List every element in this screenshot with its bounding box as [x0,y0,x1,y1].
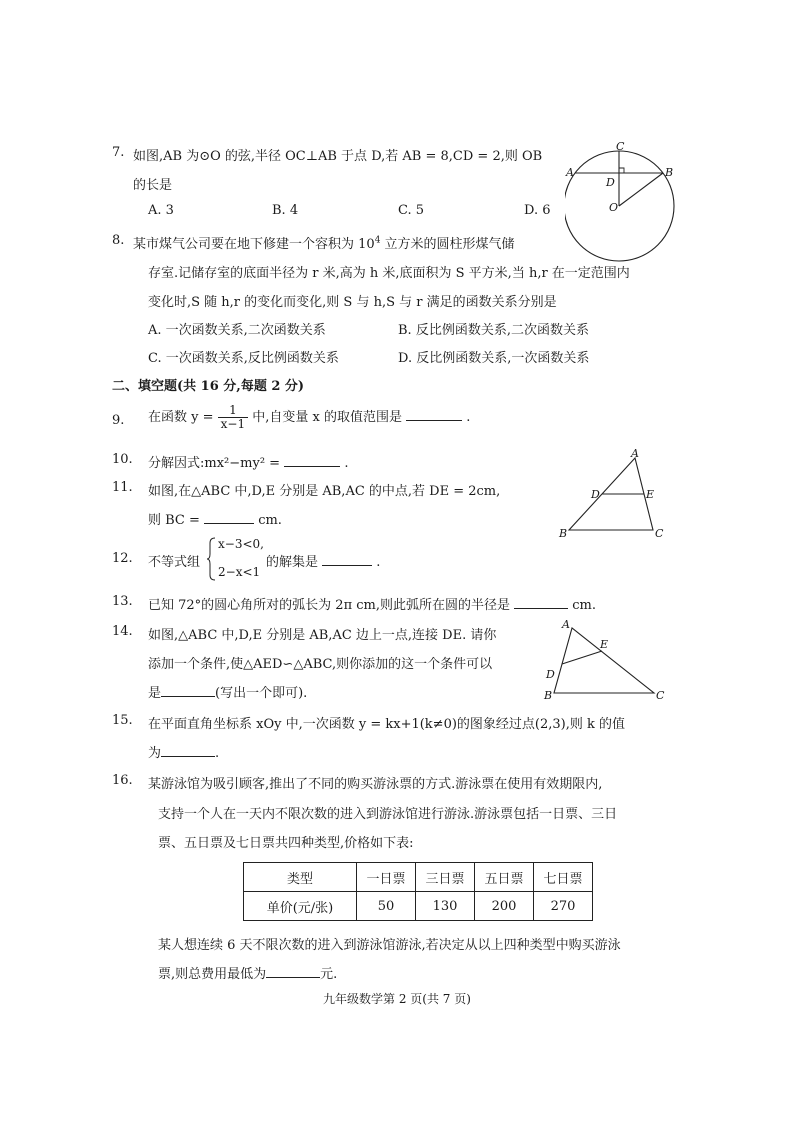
label-b: B [665,166,674,179]
q11-answer-blank[interactable] [204,511,254,524]
q16-text-line1: 某游泳馆为吸引顾客,推出了不同的购买游泳票的方式.游泳票在使用有效期限内, [148,777,603,792]
label-a: A [566,166,574,179]
label-c: C [656,689,665,700]
q8-option-c: C. 一次函数关系,反比例函数关系 [148,351,339,366]
q9-post: 中,自变量 x 的取值范围是 [252,410,402,425]
q14-answer-blank[interactable] [161,684,215,697]
table-row [244,892,593,921]
q12-number: 12. [112,551,133,566]
label-c: C [655,527,664,540]
q8-text-line1a: 某市煤气公司要在地下修建一个容积为 10 [133,237,375,252]
label-b: B [544,689,553,700]
q13-line [148,594,596,613]
q12-pre: 不等式组 [148,555,201,570]
q15-text-line1: 在平面直角坐标系 xOy 中,一次函数 y = kx+1(k≠0)的图象经过点(2,3),则 k 的值 [148,717,626,732]
q10-line [148,452,348,471]
q11-line2 [148,509,282,528]
q14-text-line3a: 是 [148,686,162,701]
q13-answer-blank[interactable] [514,596,568,609]
q16-line5 [158,963,337,982]
q14-number: 14. [112,624,133,639]
table-row-label: 单价(元/张) [244,892,357,921]
triangle-midline-figure [555,448,670,540]
label-e: E [646,488,655,501]
q8-text-line3: 变化时,S 随 h,r 的变化而变化,则 S 与 h,S 与 r 满足的函数关系分别是 [148,295,557,310]
q14-text-line3b: (写出一个即可). [215,686,308,701]
label-d: D [546,668,555,681]
q16-text-line5a: 票,则总费用最低为 [158,967,267,982]
q15-line2 [148,742,219,761]
q12-brace [206,537,216,581]
q8-text-line2: 存室.记储存室的底面半径为 r 米,高为 h 米,底面积为 S 平方米,当 h,r 在一定范围内 [148,266,630,281]
q15-answer-blank[interactable] [161,744,215,757]
table-header-row [244,863,593,892]
q7-option-d: D. 6 [524,203,551,218]
q10-text: 分解因式:mx²−my² = [148,456,281,471]
q12-row1: x−3<0, [218,537,264,551]
q16-text-line3: 票、五日票及七日票共四种类型,价格如下表: [158,836,414,851]
q15-text-line2a: 为 [148,746,162,761]
q7-number: 7. [112,145,125,160]
q7-text-line1: 如图,AB 为⊙O 的弦,半径 OC⊥AB 于点 D,若 AB = 8,CD = 2,则 OB [133,149,543,164]
table-cell-price: 200 [475,892,534,921]
table-cell-price: 50 [357,892,416,921]
q8-option-b: B. 反比例函数关系,二次函数关系 [398,323,589,338]
q15-end: . [215,746,220,761]
table-header-cell: 七日票 [534,863,593,892]
q9-frac-den: x−1 [220,417,246,431]
q16-answer-blank[interactable] [266,965,320,978]
q11-text-line1: 如图,在△ABC 中,D,E 分别是 AB,AC 的中点,若 DE = 2cm, [148,484,501,499]
q11-text-line2: 则 BC = [148,513,200,528]
circle-figure [565,140,675,280]
table-cell-price: 270 [534,892,593,921]
q9-fraction [218,404,248,431]
q7-text-line2: 的长是 [133,178,173,193]
q7-option-a: A. 3 [148,203,174,218]
q13-unit: cm. [572,598,597,613]
q9-number: 9. [112,413,125,428]
label-b: B [559,527,568,540]
q9-answer-blank[interactable] [406,408,462,421]
q16-text-line4: 某人想连续 6 天不限次数的进入到游泳馆游泳,若决定从以上四种类型中购买游泳 [158,938,621,953]
price-table [243,862,593,921]
q15-number: 15. [112,713,133,728]
q8-option-d: D. 反比例函数关系,一次函数关系 [398,351,590,366]
table-header-cell: 类型 [244,863,357,892]
label-d: D [591,488,600,501]
q8-text-line1 [133,233,515,252]
q9-pre: 在函数 y = [148,410,214,425]
q7-option-c: C. 5 [398,203,425,218]
label-c: C [616,140,625,153]
q16-text-line5b: 元. [320,967,338,982]
label-a: A [562,618,570,631]
q13-number: 13. [112,594,133,609]
q11-unit: cm. [258,513,282,528]
q12-line [266,551,380,570]
table-header-cell: 五日票 [475,863,534,892]
table-header-cell: 三日票 [416,863,475,892]
q8-exponent: 4 [374,235,381,246]
q10-number: 10. [112,452,133,467]
q8-option-a: A. 一次函数关系,二次函数关系 [148,323,326,338]
table-header-cell: 一日票 [357,863,416,892]
q14-line3 [148,682,307,701]
q12-post: 的解集是 [266,555,319,570]
q14-text-line1: 如图,△ABC 中,D,E 分别是 AB,AC 边上一点,连接 DE. 请你 [148,628,497,643]
q16-text-line2: 支持一个人在一天内不限次数的进入到游泳馆进行游泳.游泳票包括一日票、三日 [158,807,618,822]
label-a: A [631,448,639,460]
q14-text-line2: 添加一个条件,使△AED∽△ABC,则你添加的这一个条件可以 [148,657,493,672]
q10-answer-blank[interactable] [284,454,340,467]
q13-text: 已知 72°的圆心角所对的弧长为 2π cm,则此弧所在圆的半径是 [148,598,510,613]
table-cell-price: 130 [416,892,475,921]
label-o: O [609,201,619,214]
label-e: E [600,638,609,651]
page-footer: 九年级数学第 2 页(共 7 页) [323,992,471,1006]
section-heading: 二、填空题(共 16 分,每题 2 分) [112,379,305,394]
triangle-similar-figure [540,616,668,700]
q12-answer-blank[interactable] [322,553,372,566]
q8-number: 8. [112,233,125,248]
q9-frac-num: 1 [218,404,248,418]
q11-number: 11. [112,480,133,495]
q12-row2: 2−x<1 [218,565,261,579]
q10-end: . [344,456,349,471]
label-d: D [606,176,615,189]
q8-text-line1b: 立方米的圆柱形煤气储 [380,237,515,252]
q12-end: . [376,555,381,570]
q16-number: 16. [112,773,133,788]
q9-line [148,404,470,431]
q9-end: . [466,410,471,425]
q7-option-b: B. 4 [272,203,299,218]
